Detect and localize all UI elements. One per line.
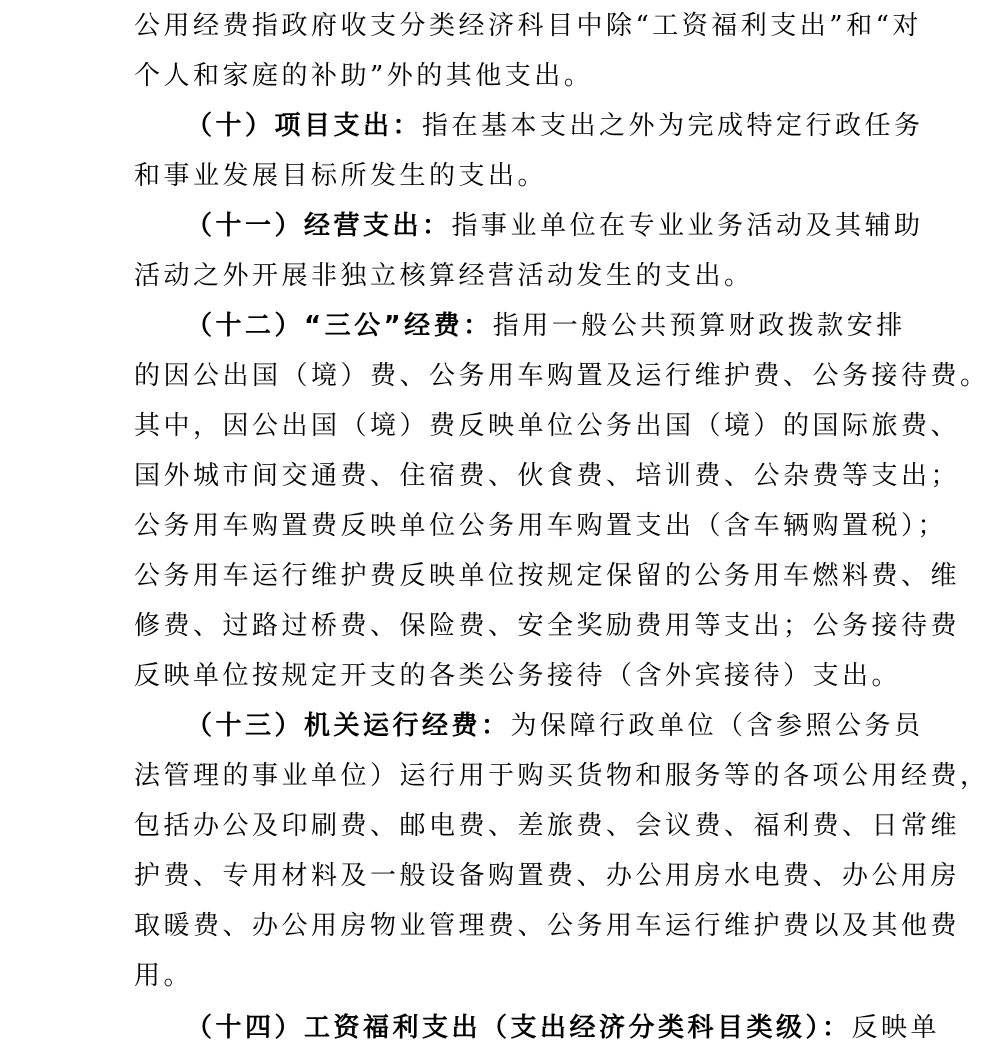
paragraph-12-line-7: 修费、过路过桥费、保险费、安全奖励费用等支出；公务接待费 — [134, 611, 961, 641]
paragraph-12-line-8: 反映单位按规定开支的各类公务接待（含外宾接待）支出。 — [134, 661, 902, 691]
paragraph-13-line-1 — [186, 709, 924, 743]
paragraph-14-text: 反映单 — [851, 1013, 941, 1043]
paragraph-12-heading: （十二）“三公”经费： — [186, 311, 493, 341]
paragraph-13-line-6: 用。 — [134, 961, 194, 991]
paragraph-11-heading: （十一）经营支出： — [186, 211, 452, 241]
paragraph-12-line-2: 的因公出国（境）费、公务用车购置及运行维护费、公务接待费。 — [134, 361, 990, 391]
paragraph-12-line-3: 其中，因公出国（境）费反映单位公务出国（境）的国际旅费、 — [134, 411, 961, 441]
paragraph-13-line-2: 法管理的事业单位）运行用于购买货物和服务等的各项公用经费， — [134, 761, 990, 791]
paragraph-11-line-2: 活动之外开展非独立核算经营活动发生的支出。 — [134, 261, 754, 291]
paragraph-12-text: 指用一般公共预算财政拨款安排 — [492, 311, 906, 341]
paragraph-11-text: 指事业单位在专业业务活动及其辅助 — [451, 211, 924, 241]
paragraph-12-line-5: 公务用车购置费反映单位公务用车购置支出（含车辆购置税）； — [134, 511, 948, 541]
paragraph-12-line-4: 国外城市间交通费、住宿费、伙食费、培训费、公杂费等支出； — [134, 461, 961, 491]
paragraph-14-line-1 — [186, 1011, 940, 1045]
paragraph-14-heading: （十四）工资福利支出（支出经济分类科目类级）： — [186, 1013, 852, 1043]
paragraph-10-line-1 — [186, 109, 924, 143]
paragraph-1-line-1: 公用经费指政府收支分类经济科目中除“工资福利支出”和“对 — [134, 11, 922, 41]
paragraph-13-text: 为保障行政单位（含参照公务员 — [510, 711, 924, 741]
paragraph-13-line-4: 护费、专用材料及一般设备购置费、办公用房水电费、办公用房 — [134, 861, 961, 891]
paragraph-13-heading: （十三）机关运行经费： — [186, 711, 511, 741]
paragraph-10-line-2: 和事业发展目标所发生的支出。 — [134, 161, 548, 191]
paragraph-12-line-1 — [186, 309, 906, 343]
paragraph-10-text: 指在基本支出之外为完成特定行政任务 — [422, 111, 924, 141]
paragraph-13-line-5: 取暖费、办公用房物业管理费、公务用车运行维护费以及其他费 — [134, 911, 961, 941]
paragraph-12-line-6: 公务用车运行维护费反映单位按规定保留的公务用车燃料费、维 — [134, 561, 961, 591]
paragraph-13-line-3: 包括办公及印刷费、邮电费、差旅费、会议费、福利费、日常维 — [134, 811, 961, 841]
paragraph-1-line-2: 个人和家庭的补助”外的其他支出。 — [134, 61, 594, 91]
paragraph-10-heading: （十）项目支出： — [186, 111, 423, 141]
paragraph-11-line-1 — [186, 209, 924, 243]
